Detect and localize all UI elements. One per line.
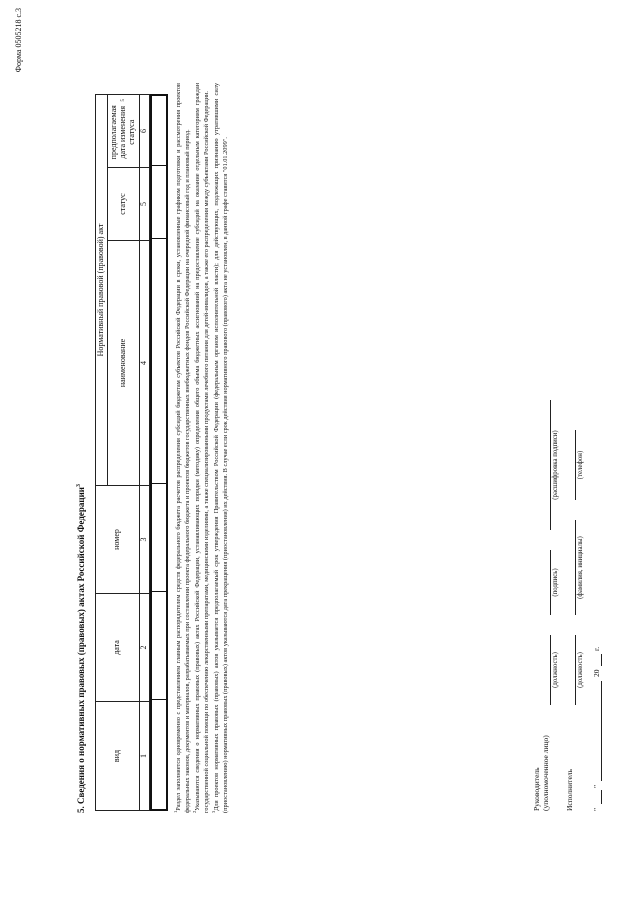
date-close-quote: ": [592, 784, 601, 788]
caption-telefon: (телефон): [577, 450, 584, 480]
head-sub: (уполномоченное лицо): [541, 735, 550, 811]
group-header: Нормативный правовой (правовой) акт: [95, 94, 108, 486]
footnote-3: [211, 83, 230, 813]
num-2: 2: [139, 593, 150, 702]
caption-dolzhnost-2: (должность): [577, 652, 584, 688]
footnote-1: [173, 83, 192, 813]
head-position-line: [550, 635, 551, 705]
footnotes: [173, 83, 231, 813]
col-predpolag-footnote: 5: [120, 99, 126, 102]
footnote-3-mark: 3: [211, 810, 217, 813]
footnote-1-text: Раздел заполняется одновременно с представлением главным распорядителем средств федерального бюджета расчетов распределения субсидий бюджетам субъектов Российской Федерации в сроки, установленные графиком подготовки и рассмотрения проектов федеральных законов, документов и материалов, разрабатываемых при составлении проекта федерального бюджета и проектов бюджетов государственных внебюджетных фондов Российской Федерации на очередной финансовый год и плановый период.: [175, 83, 191, 813]
date-suffix: г.: [592, 646, 601, 651]
form-code: Форма 0505218 с.3: [14, 8, 23, 73]
footnote-3-text: Для проектов нормативных правовых (правовых) актов указывается предполагаемый срок утверждения Правительством Российской Федерации (федеральным органом исполнительной власти); для действующих, подлежащих признанию утратившими силу (приостановлению) нормативных правовых (правовых) актов указываются дата прекращения (приостановления) их действия. В случае если срок действия нормативного правового (правового) акта не установлен, в данной графе ставится "01.01.2099".: [213, 83, 230, 813]
col-data-header: дата: [95, 593, 140, 702]
section-title: [76, 484, 86, 813]
section-title-footnote: 3: [76, 484, 82, 488]
col-nomer-header: номер: [95, 485, 140, 594]
caption-rasshifrovka: (расшифровка подписи): [552, 430, 559, 500]
col-naimenovanie-header: наименование: [107, 240, 140, 486]
caption-podpis: (подпись): [552, 568, 559, 597]
col-status-header: статус: [107, 167, 140, 241]
head-signature-line: [550, 550, 551, 615]
num-6: 6: [139, 94, 150, 168]
head-name-line: [550, 400, 551, 530]
footnote-2: [192, 83, 211, 813]
date-open-quote: ": [592, 807, 601, 811]
footnote-1-mark: 1: [173, 810, 178, 813]
exec-name-line: [575, 520, 576, 615]
col-predpolag-header: [107, 94, 140, 168]
footnote-2-text: Указываются сведения о нормативных правовых (правовых) актах Российской Федерации, устанавливающих порядки (методику) определения общего объема бюджетных ассигнований на предоставление субсидий на оказание отдельным категориям граждан государственной социальной помощи по обеспечению лекарственными препаратами, медицинскими изделиями, а также специализированными продуктами лечебного питания для детей-инвалидов, а также его распределения между субъектами Российской Федерации.: [194, 83, 210, 813]
col-vid-header: вид: [95, 701, 140, 811]
caption-fio: (фамилия, инициалы): [577, 536, 584, 599]
acts-table: [95, 94, 150, 811]
head-label: Руководитель: [532, 767, 541, 811]
col-predpolag-text: предполагаемая дата изменения статуса: [109, 105, 136, 160]
date-month-line: [601, 681, 602, 781]
exec-position-line: [575, 635, 576, 705]
exec-phone-line: [575, 430, 576, 500]
num-3: 3: [139, 485, 150, 594]
exec-label: Исполнитель: [565, 769, 574, 811]
num-1: 1: [139, 701, 150, 811]
footnote-2-mark: 2: [192, 810, 198, 813]
table-row: [150, 94, 168, 811]
num-4: 4: [139, 240, 150, 486]
date-year-prefix: 20: [592, 669, 601, 677]
date-day-line: [601, 790, 602, 804]
caption-dolzhnost: (должность): [552, 652, 559, 688]
date-year-line: [601, 654, 602, 666]
section-title-text: 5. Сведения о нормативных правовых (правовых) актах Российской Федерации: [76, 487, 86, 813]
num-5: 5: [139, 167, 150, 241]
